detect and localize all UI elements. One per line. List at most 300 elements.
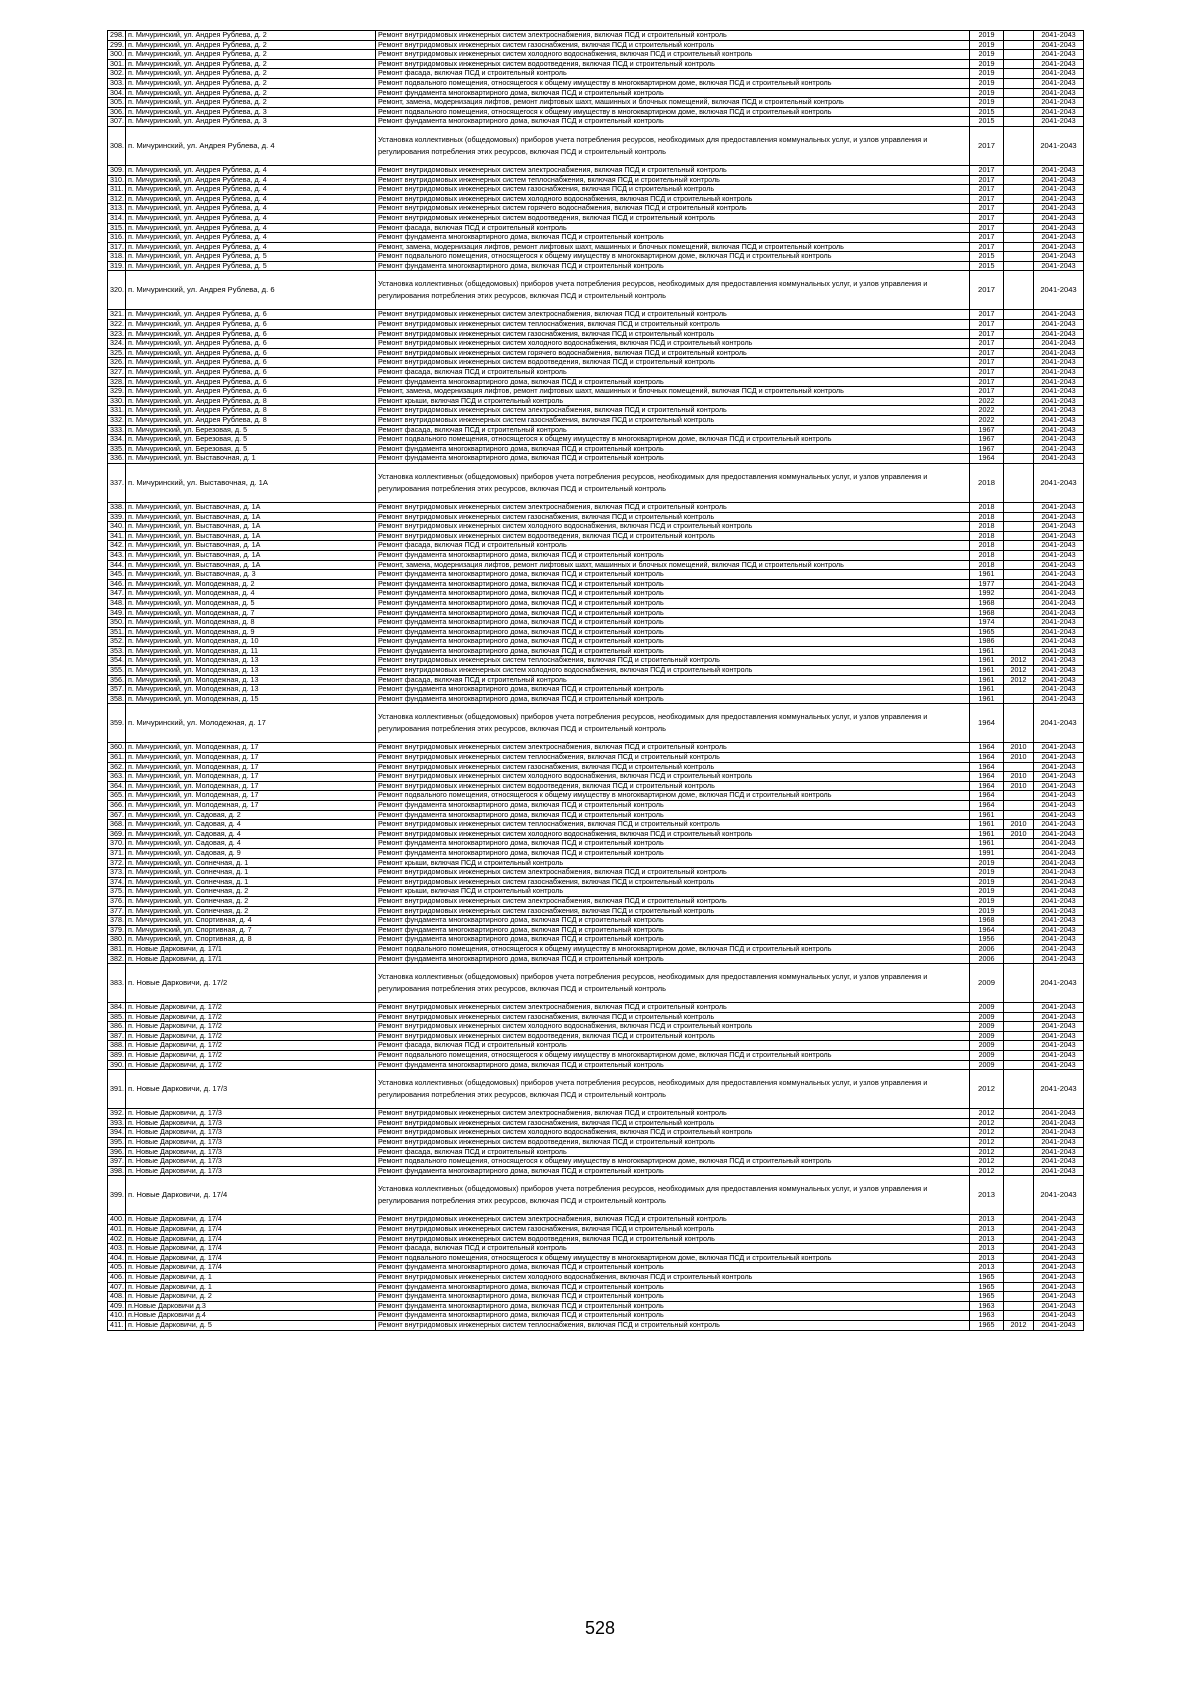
year-cell: 2017	[970, 233, 1004, 243]
row-number: 379.	[108, 925, 126, 935]
planned-period-cell: 2041-2043	[1034, 1166, 1084, 1176]
completed-year-cell	[1004, 848, 1034, 858]
planned-period-cell: 2041-2043	[1034, 175, 1084, 185]
completed-year-cell	[1004, 165, 1034, 175]
address-cell: п. Мичуринский, ул. Молодежная, д. 17	[126, 781, 376, 791]
year-cell: 2019	[970, 868, 1004, 878]
row-number: 311.	[108, 185, 126, 195]
address-cell: п. Новые Дарковичи, д. 17/3	[126, 1157, 376, 1167]
address-cell: п. Мичуринский, ул. Андрея Рублева, д. 6	[126, 358, 376, 368]
empty-cell	[1084, 310, 1136, 320]
address-cell: п. Мичуринский, ул. Андрея Рублева, д. 6	[126, 377, 376, 387]
planned-period-cell: 2041-2043	[1034, 820, 1084, 830]
work-type-cell: Ремонт внутридомовых инженерных систем водоотведения, включая ПСД и строительный контроль	[376, 781, 970, 791]
empty-cell	[1084, 502, 1136, 512]
year-cell: 2017	[970, 213, 1004, 223]
table-row	[108, 242, 1136, 252]
year-cell: 1964	[970, 704, 1004, 743]
completed-year-cell	[1004, 887, 1034, 897]
address-cell: п. Мичуринский, ул. Молодежная, д. 17	[126, 743, 376, 753]
row-number: 344.	[108, 560, 126, 570]
work-type-cell: Ремонт фундамента многоквартирного дома, включая ПСД и строительный контроль	[376, 694, 970, 704]
row-number: 368.	[108, 820, 126, 830]
address-cell: п. Мичуринский, ул. Андрея Рублева, д. 6	[126, 320, 376, 330]
empty-cell	[1084, 271, 1136, 310]
table-row	[108, 1070, 1136, 1109]
work-type-cell: Ремонт внутридомовых инженерных систем водоотведения, включая ПСД и строительный контроль	[376, 358, 970, 368]
address-cell: п. Новые Дарковичи, д. 17/2	[126, 1041, 376, 1051]
completed-year-cell	[1004, 358, 1034, 368]
row-number: 350.	[108, 618, 126, 628]
empty-cell	[1084, 694, 1136, 704]
year-cell: 1968	[970, 598, 1004, 608]
address-cell: п. Мичуринский, ул. Андрея Рублева, д. 2	[126, 59, 376, 69]
completed-year-cell	[1004, 964, 1034, 1003]
work-type-cell: Ремонт внутридомовых инженерных систем водоотведения, включая ПСД и строительный контроль	[376, 531, 970, 541]
completed-year-cell	[1004, 126, 1034, 165]
planned-period-cell: 2041-2043	[1034, 762, 1084, 772]
address-cell: п. Мичуринский, ул. Андрея Рублева, д. 4	[126, 165, 376, 175]
completed-year-cell	[1004, 368, 1034, 378]
empty-cell	[1084, 916, 1136, 926]
row-number: 363.	[108, 772, 126, 782]
empty-cell	[1084, 1051, 1136, 1061]
address-cell: п. Новые Дарковичи, д. 17/2	[126, 964, 376, 1003]
planned-period-cell: 2041-2043	[1034, 906, 1084, 916]
work-type-cell: Ремонт подвального помещения, относящегося к общему имуществу в многоквартирном доме, включая ПСД и строительный контроль	[376, 1051, 970, 1061]
empty-cell	[1084, 1176, 1136, 1215]
work-type-cell: Ремонт внутридомовых инженерных систем электроснабжения, включая ПСД и строительный контроль	[376, 406, 970, 416]
completed-year-cell	[1004, 271, 1034, 310]
completed-year-cell	[1004, 1157, 1034, 1167]
year-cell: 2018	[970, 541, 1004, 551]
empty-cell	[1084, 512, 1136, 522]
completed-year-cell	[1004, 396, 1034, 406]
row-number: 315.	[108, 223, 126, 233]
year-cell: 2012	[970, 1157, 1004, 1167]
year-cell: 2017	[970, 242, 1004, 252]
year-cell: 1967	[970, 425, 1004, 435]
year-cell: 2012	[970, 1147, 1004, 1157]
table-row	[108, 762, 1136, 772]
row-number: 340.	[108, 522, 126, 532]
work-type-cell: Ремонт внутридомовых инженерных систем холодного водоснабжения, включая ПСД и строительный контроль	[376, 1022, 970, 1032]
empty-cell	[1084, 1225, 1136, 1235]
table-row	[108, 126, 1136, 165]
work-type-cell: Ремонт внутридомовых инженерных систем газоснабжения, включая ПСД и строительный контроль	[376, 1012, 970, 1022]
address-cell: п. Мичуринский, ул. Выставочная, д. 1А	[126, 531, 376, 541]
year-cell: 1977	[970, 579, 1004, 589]
completed-year-cell	[1004, 1282, 1034, 1292]
year-cell: 2012	[970, 1118, 1004, 1128]
completed-year-cell	[1004, 618, 1034, 628]
address-cell: п. Мичуринский, ул. Молодежная, д. 7	[126, 608, 376, 618]
address-cell: п. Мичуринский, ул. Молодежная, д. 9	[126, 627, 376, 637]
work-type-cell: Ремонт внутридомовых инженерных систем теплоснабжения, включая ПСД и строительный контроль	[376, 820, 970, 830]
empty-cell	[1084, 570, 1136, 580]
address-cell: п. Новые Дарковичи, д. 17/3	[126, 1070, 376, 1109]
year-cell: 2022	[970, 406, 1004, 416]
year-cell: 2017	[970, 348, 1004, 358]
planned-period-cell: 2041-2043	[1034, 550, 1084, 560]
completed-year-cell: 2012	[1004, 666, 1034, 676]
table-row	[108, 1244, 1136, 1254]
row-number: 365.	[108, 791, 126, 801]
planned-period-cell: 2041-2043	[1034, 685, 1084, 695]
year-cell: 1965	[970, 627, 1004, 637]
work-type-cell: Ремонт внутридомовых инженерных систем водоотведения, включая ПСД и строительный контроль	[376, 1031, 970, 1041]
row-number: 359.	[108, 704, 126, 743]
completed-year-cell	[1004, 377, 1034, 387]
table-row	[108, 906, 1136, 916]
row-number: 322.	[108, 320, 126, 330]
table-row	[108, 598, 1136, 608]
empty-cell	[1084, 463, 1136, 502]
row-number: 298.	[108, 31, 126, 41]
year-cell: 2017	[970, 223, 1004, 233]
planned-period-cell: 2041-2043	[1034, 531, 1084, 541]
empty-cell	[1084, 329, 1136, 339]
work-type-cell: Ремонт внутридомовых инженерных систем газоснабжения, включая ПСД и строительный контроль	[376, 512, 970, 522]
address-cell: п. Мичуринский, ул. Молодежная, д. 13	[126, 685, 376, 695]
empty-cell	[1084, 396, 1136, 406]
year-cell: 2012	[970, 1128, 1004, 1138]
year-cell: 2012	[970, 1109, 1004, 1119]
row-number: 354.	[108, 656, 126, 666]
table-row	[108, 1109, 1136, 1119]
planned-period-cell: 2041-2043	[1034, 781, 1084, 791]
planned-period-cell: 2041-2043	[1034, 310, 1084, 320]
work-type-cell: Ремонт фундамента многоквартирного дома, включая ПСД и строительный контроль	[376, 261, 970, 271]
empty-cell	[1084, 1253, 1136, 1263]
empty-cell	[1084, 31, 1136, 41]
work-type-cell: Ремонт фундамента многоквартирного дома, включая ПСД и строительный контроль	[376, 646, 970, 656]
planned-period-cell: 2041-2043	[1034, 348, 1084, 358]
year-cell: 1965	[970, 1320, 1004, 1330]
table-row	[108, 165, 1136, 175]
empty-cell	[1084, 165, 1136, 175]
planned-period-cell: 2041-2043	[1034, 772, 1084, 782]
empty-cell	[1084, 377, 1136, 387]
table-row	[108, 541, 1136, 551]
planned-period-cell: 2041-2043	[1034, 1215, 1084, 1225]
address-cell: п. Мичуринский, ул. Солнечная, д. 2	[126, 896, 376, 906]
empty-cell	[1084, 1003, 1136, 1013]
completed-year-cell	[1004, 59, 1034, 69]
address-cell: п. Мичуринский, ул. Андрея Рублева, д. 6	[126, 368, 376, 378]
table-row	[108, 1157, 1136, 1167]
work-type-cell: Ремонт фундамента многоквартирного дома, включая ПСД и строительный контроль	[376, 1166, 970, 1176]
planned-period-cell: 2041-2043	[1034, 78, 1084, 88]
work-type-cell: Ремонт внутридомовых инженерных систем горячего водоснабжения, включая ПСД и строительный контроль	[376, 348, 970, 358]
empty-cell	[1084, 213, 1136, 223]
row-number: 405.	[108, 1263, 126, 1273]
empty-cell	[1084, 416, 1136, 426]
address-cell: п.Новые Дарковичи д.3	[126, 1301, 376, 1311]
work-type-cell: Ремонт фундамента многоквартирного дома, включая ПСД и строительный контроль	[376, 810, 970, 820]
year-cell: 2018	[970, 502, 1004, 512]
table-row	[108, 339, 1136, 349]
table-row	[108, 781, 1136, 791]
address-cell: п. Новые Дарковичи, д. 17/4	[126, 1176, 376, 1215]
address-cell: п. Мичуринский, ул. Солнечная, д. 1	[126, 868, 376, 878]
work-type-cell: Ремонт внутридомовых инженерных систем теплоснабжения, включая ПСД и строительный контроль	[376, 753, 970, 763]
table-row	[108, 589, 1136, 599]
table-row	[108, 502, 1136, 512]
empty-cell	[1084, 829, 1136, 839]
row-number: 385.	[108, 1012, 126, 1022]
work-type-cell: Ремонт внутридомовых инженерных систем теплоснабжения, включая ПСД и строительный контроль	[376, 175, 970, 185]
empty-cell	[1084, 368, 1136, 378]
row-number: 362.	[108, 762, 126, 772]
table-row	[108, 820, 1136, 830]
address-cell: п. Мичуринский, ул. Андрея Рублева, д. 8	[126, 416, 376, 426]
work-type-cell: Ремонт внутридомовых инженерных систем газоснабжения, включая ПСД и строительный контроль	[376, 877, 970, 887]
table-row	[108, 848, 1136, 858]
address-cell: п. Мичуринский, ул. Андрея Рублева, д. 4	[126, 185, 376, 195]
address-cell: п. Новые Дарковичи, д. 17/3	[126, 1147, 376, 1157]
empty-cell	[1084, 762, 1136, 772]
row-number: 309.	[108, 165, 126, 175]
completed-year-cell	[1004, 694, 1034, 704]
address-cell: п. Мичуринский, ул. Молодежная, д. 11	[126, 646, 376, 656]
empty-cell	[1084, 59, 1136, 69]
year-cell: 1961	[970, 810, 1004, 820]
address-cell: п. Мичуринский, ул. Андрея Рублева, д. 4	[126, 213, 376, 223]
empty-cell	[1084, 320, 1136, 330]
work-type-cell: Ремонт подвального помещения, относящегося к общему имуществу в многоквартирном доме, включая ПСД и строительный контроль	[376, 944, 970, 954]
work-type-cell: Ремонт подвального помещения, относящегося к общему имуществу в многоквартирном доме, включая ПСД и строительный контроль	[376, 791, 970, 801]
year-cell: 2017	[970, 377, 1004, 387]
planned-period-cell: 2041-2043	[1034, 589, 1084, 599]
empty-cell	[1084, 435, 1136, 445]
address-cell: п. Новые Дарковичи, д. 1	[126, 1272, 376, 1282]
completed-year-cell	[1004, 868, 1034, 878]
empty-cell	[1084, 781, 1136, 791]
planned-period-cell: 2041-2043	[1034, 59, 1084, 69]
work-type-cell: Ремонт фасада, включая ПСД и строительный контроль	[376, 425, 970, 435]
empty-cell	[1084, 954, 1136, 964]
planned-period-cell: 2041-2043	[1034, 1031, 1084, 1041]
completed-year-cell	[1004, 117, 1034, 127]
address-cell: п. Мичуринский, ул. Березовая, д. 5	[126, 425, 376, 435]
address-cell: п. Новые Дарковичи, д. 17/4	[126, 1244, 376, 1254]
completed-year-cell	[1004, 762, 1034, 772]
table-row	[108, 194, 1136, 204]
work-type-cell: Ремонт подвального помещения, относящегося к общему имуществу в многоквартирном доме, включая ПСД и строительный контроль	[376, 435, 970, 445]
table-row	[108, 753, 1136, 763]
planned-period-cell: 2041-2043	[1034, 954, 1084, 964]
table-row	[108, 1272, 1136, 1282]
year-cell: 1961	[970, 675, 1004, 685]
row-number: 376.	[108, 896, 126, 906]
row-number: 372.	[108, 858, 126, 868]
year-cell: 2019	[970, 858, 1004, 868]
year-cell: 2019	[970, 50, 1004, 60]
address-cell: п. Мичуринский, ул. Андрея Рублева, д. 5	[126, 261, 376, 271]
empty-cell	[1084, 944, 1136, 954]
address-cell: п. Мичуринский, ул. Молодежная, д. 10	[126, 637, 376, 647]
completed-year-cell	[1004, 348, 1034, 358]
table-row	[108, 31, 1136, 41]
row-number: 325.	[108, 348, 126, 358]
empty-cell	[1084, 1320, 1136, 1330]
work-type-cell: Ремонт фундамента многоквартирного дома, включая ПСД и строительный контроль	[376, 954, 970, 964]
address-cell: п. Мичуринский, ул. Андрея Рублева, д. 2	[126, 98, 376, 108]
completed-year-cell	[1004, 1234, 1034, 1244]
row-number: 366.	[108, 801, 126, 811]
planned-period-cell: 2041-2043	[1034, 406, 1084, 416]
planned-period-cell: 2041-2043	[1034, 570, 1084, 580]
completed-year-cell: 2012	[1004, 656, 1034, 666]
work-type-cell: Ремонт фасада, включая ПСД и строительный контроль	[376, 1041, 970, 1051]
address-cell: п. Новые Дарковичи, д. 17/1	[126, 944, 376, 954]
empty-cell	[1084, 704, 1136, 743]
completed-year-cell	[1004, 916, 1034, 926]
completed-year-cell	[1004, 637, 1034, 647]
planned-period-cell: 2041-2043	[1034, 1282, 1084, 1292]
year-cell: 2006	[970, 954, 1004, 964]
planned-period-cell: 2041-2043	[1034, 1320, 1084, 1330]
completed-year-cell	[1004, 425, 1034, 435]
work-type-cell: Установка коллективных (общедомовых) приборов учета потребления ресурсов, необходимых для предоставления коммунальных услуг, и узлов управления и регулирования потребления этих ресурсов, включая ПСД и строительный контроль	[376, 964, 970, 1003]
empty-cell	[1084, 1272, 1136, 1282]
empty-cell	[1084, 675, 1136, 685]
planned-period-cell: 2041-2043	[1034, 435, 1084, 445]
work-type-cell: Ремонт фундамента многоквартирного дома, включая ПСД и строительный контроль	[376, 839, 970, 849]
year-cell: 2013	[970, 1234, 1004, 1244]
empty-cell	[1084, 126, 1136, 165]
row-number: 393.	[108, 1118, 126, 1128]
work-type-cell: Ремонт фундамента многоквартирного дома, включая ПСД и строительный контроль	[376, 848, 970, 858]
row-number: 398.	[108, 1166, 126, 1176]
row-number: 392.	[108, 1109, 126, 1119]
completed-year-cell	[1004, 320, 1034, 330]
address-cell: п. Мичуринский, ул. Садовая, д. 9	[126, 848, 376, 858]
table-row	[108, 1003, 1136, 1013]
address-cell: п. Новые Дарковичи, д. 17/2	[126, 1051, 376, 1061]
row-number: 377.	[108, 906, 126, 916]
work-type-cell: Ремонт фундамента многоквартирного дома, включая ПСД и строительный контроль	[376, 598, 970, 608]
table-row	[108, 1118, 1136, 1128]
completed-year-cell	[1004, 31, 1034, 41]
table-row	[108, 1253, 1136, 1263]
work-type-cell: Ремонт фундамента многоквартирного дома, включая ПСД и строительный контроль	[376, 685, 970, 695]
empty-cell	[1084, 839, 1136, 849]
row-number: 331.	[108, 406, 126, 416]
completed-year-cell	[1004, 522, 1034, 532]
planned-period-cell: 2041-2043	[1034, 791, 1084, 801]
planned-period-cell: 2041-2043	[1034, 1176, 1084, 1215]
year-cell: 1956	[970, 935, 1004, 945]
table-row	[108, 579, 1136, 589]
year-cell: 2006	[970, 944, 1004, 954]
completed-year-cell	[1004, 416, 1034, 426]
table-row	[108, 512, 1136, 522]
table-row	[108, 531, 1136, 541]
address-cell: п. Мичуринский, ул. Андрея Рублева, д. 4	[126, 242, 376, 252]
planned-period-cell: 2041-2043	[1034, 444, 1084, 454]
address-cell: п. Новые Дарковичи, д. 17/2	[126, 1031, 376, 1041]
planned-period-cell: 2041-2043	[1034, 223, 1084, 233]
row-number: 321.	[108, 310, 126, 320]
completed-year-cell	[1004, 1215, 1034, 1225]
empty-cell	[1084, 637, 1136, 647]
table-row	[108, 387, 1136, 397]
work-type-cell: Ремонт подвального помещения, относящегося к общему имуществу в многоквартирном доме, включая ПСД и строительный контроль	[376, 1253, 970, 1263]
empty-cell	[1084, 1244, 1136, 1254]
address-cell: п. Мичуринский, ул. Спортивная, д. 8	[126, 935, 376, 945]
empty-cell	[1084, 685, 1136, 695]
planned-period-cell: 2041-2043	[1034, 416, 1084, 426]
empty-cell	[1084, 560, 1136, 570]
year-cell: 1961	[970, 829, 1004, 839]
table-row	[108, 368, 1136, 378]
completed-year-cell	[1004, 531, 1034, 541]
empty-cell	[1084, 40, 1136, 50]
completed-year-cell	[1004, 801, 1034, 811]
row-number: 378.	[108, 916, 126, 926]
year-cell: 2009	[970, 1003, 1004, 1013]
row-number: 333.	[108, 425, 126, 435]
empty-cell	[1084, 348, 1136, 358]
year-cell: 1964	[970, 781, 1004, 791]
year-cell: 1965	[970, 1282, 1004, 1292]
planned-period-cell: 2041-2043	[1034, 656, 1084, 666]
table-row	[108, 1147, 1136, 1157]
empty-cell	[1084, 531, 1136, 541]
address-cell: п. Мичуринский, ул. Выставочная, д. 1А	[126, 560, 376, 570]
year-cell: 2019	[970, 59, 1004, 69]
completed-year-cell	[1004, 570, 1034, 580]
planned-period-cell: 2041-2043	[1034, 1244, 1084, 1254]
row-number: 360.	[108, 743, 126, 753]
work-type-cell: Ремонт внутридомовых инженерных систем газоснабжения, включая ПСД и строительный контроль	[376, 185, 970, 195]
table-row	[108, 916, 1136, 926]
year-cell: 1961	[970, 820, 1004, 830]
planned-period-cell: 2041-2043	[1034, 1234, 1084, 1244]
year-cell: 2018	[970, 560, 1004, 570]
row-number: 373.	[108, 868, 126, 878]
address-cell: п. Мичуринский, ул. Андрея Рублева, д. 8	[126, 396, 376, 406]
completed-year-cell	[1004, 1128, 1034, 1138]
work-type-cell: Ремонт подвального помещения, относящегося к общему имуществу в многоквартирном доме, включая ПСД и строительный контроль	[376, 78, 970, 88]
row-number: 369.	[108, 829, 126, 839]
table-row	[108, 1051, 1136, 1061]
row-number: 399.	[108, 1176, 126, 1215]
address-cell: п. Новые Дарковичи, д. 17/1	[126, 954, 376, 964]
empty-cell	[1084, 194, 1136, 204]
completed-year-cell	[1004, 339, 1034, 349]
table-row	[108, 463, 1136, 502]
year-cell: 2009	[970, 1041, 1004, 1051]
work-type-cell: Ремонт фундамента многоквартирного дома, включая ПСД и строительный контроль	[376, 925, 970, 935]
completed-year-cell	[1004, 310, 1034, 320]
planned-period-cell: 2041-2043	[1034, 541, 1084, 551]
row-number: 383.	[108, 964, 126, 1003]
planned-period-cell: 2041-2043	[1034, 1051, 1084, 1061]
planned-period-cell: 2041-2043	[1034, 675, 1084, 685]
empty-cell	[1084, 252, 1136, 262]
completed-year-cell	[1004, 233, 1034, 243]
planned-period-cell: 2041-2043	[1034, 1292, 1084, 1302]
empty-cell	[1084, 550, 1136, 560]
address-cell: п. Мичуринский, ул. Молодежная, д. 13	[126, 656, 376, 666]
planned-period-cell: 2041-2043	[1034, 935, 1084, 945]
work-type-cell: Ремонт фундамента многоквартирного дома, включая ПСД и строительный контроль	[376, 1301, 970, 1311]
address-cell: п. Мичуринский, ул. Молодежная, д. 13	[126, 666, 376, 676]
table-row	[108, 810, 1136, 820]
